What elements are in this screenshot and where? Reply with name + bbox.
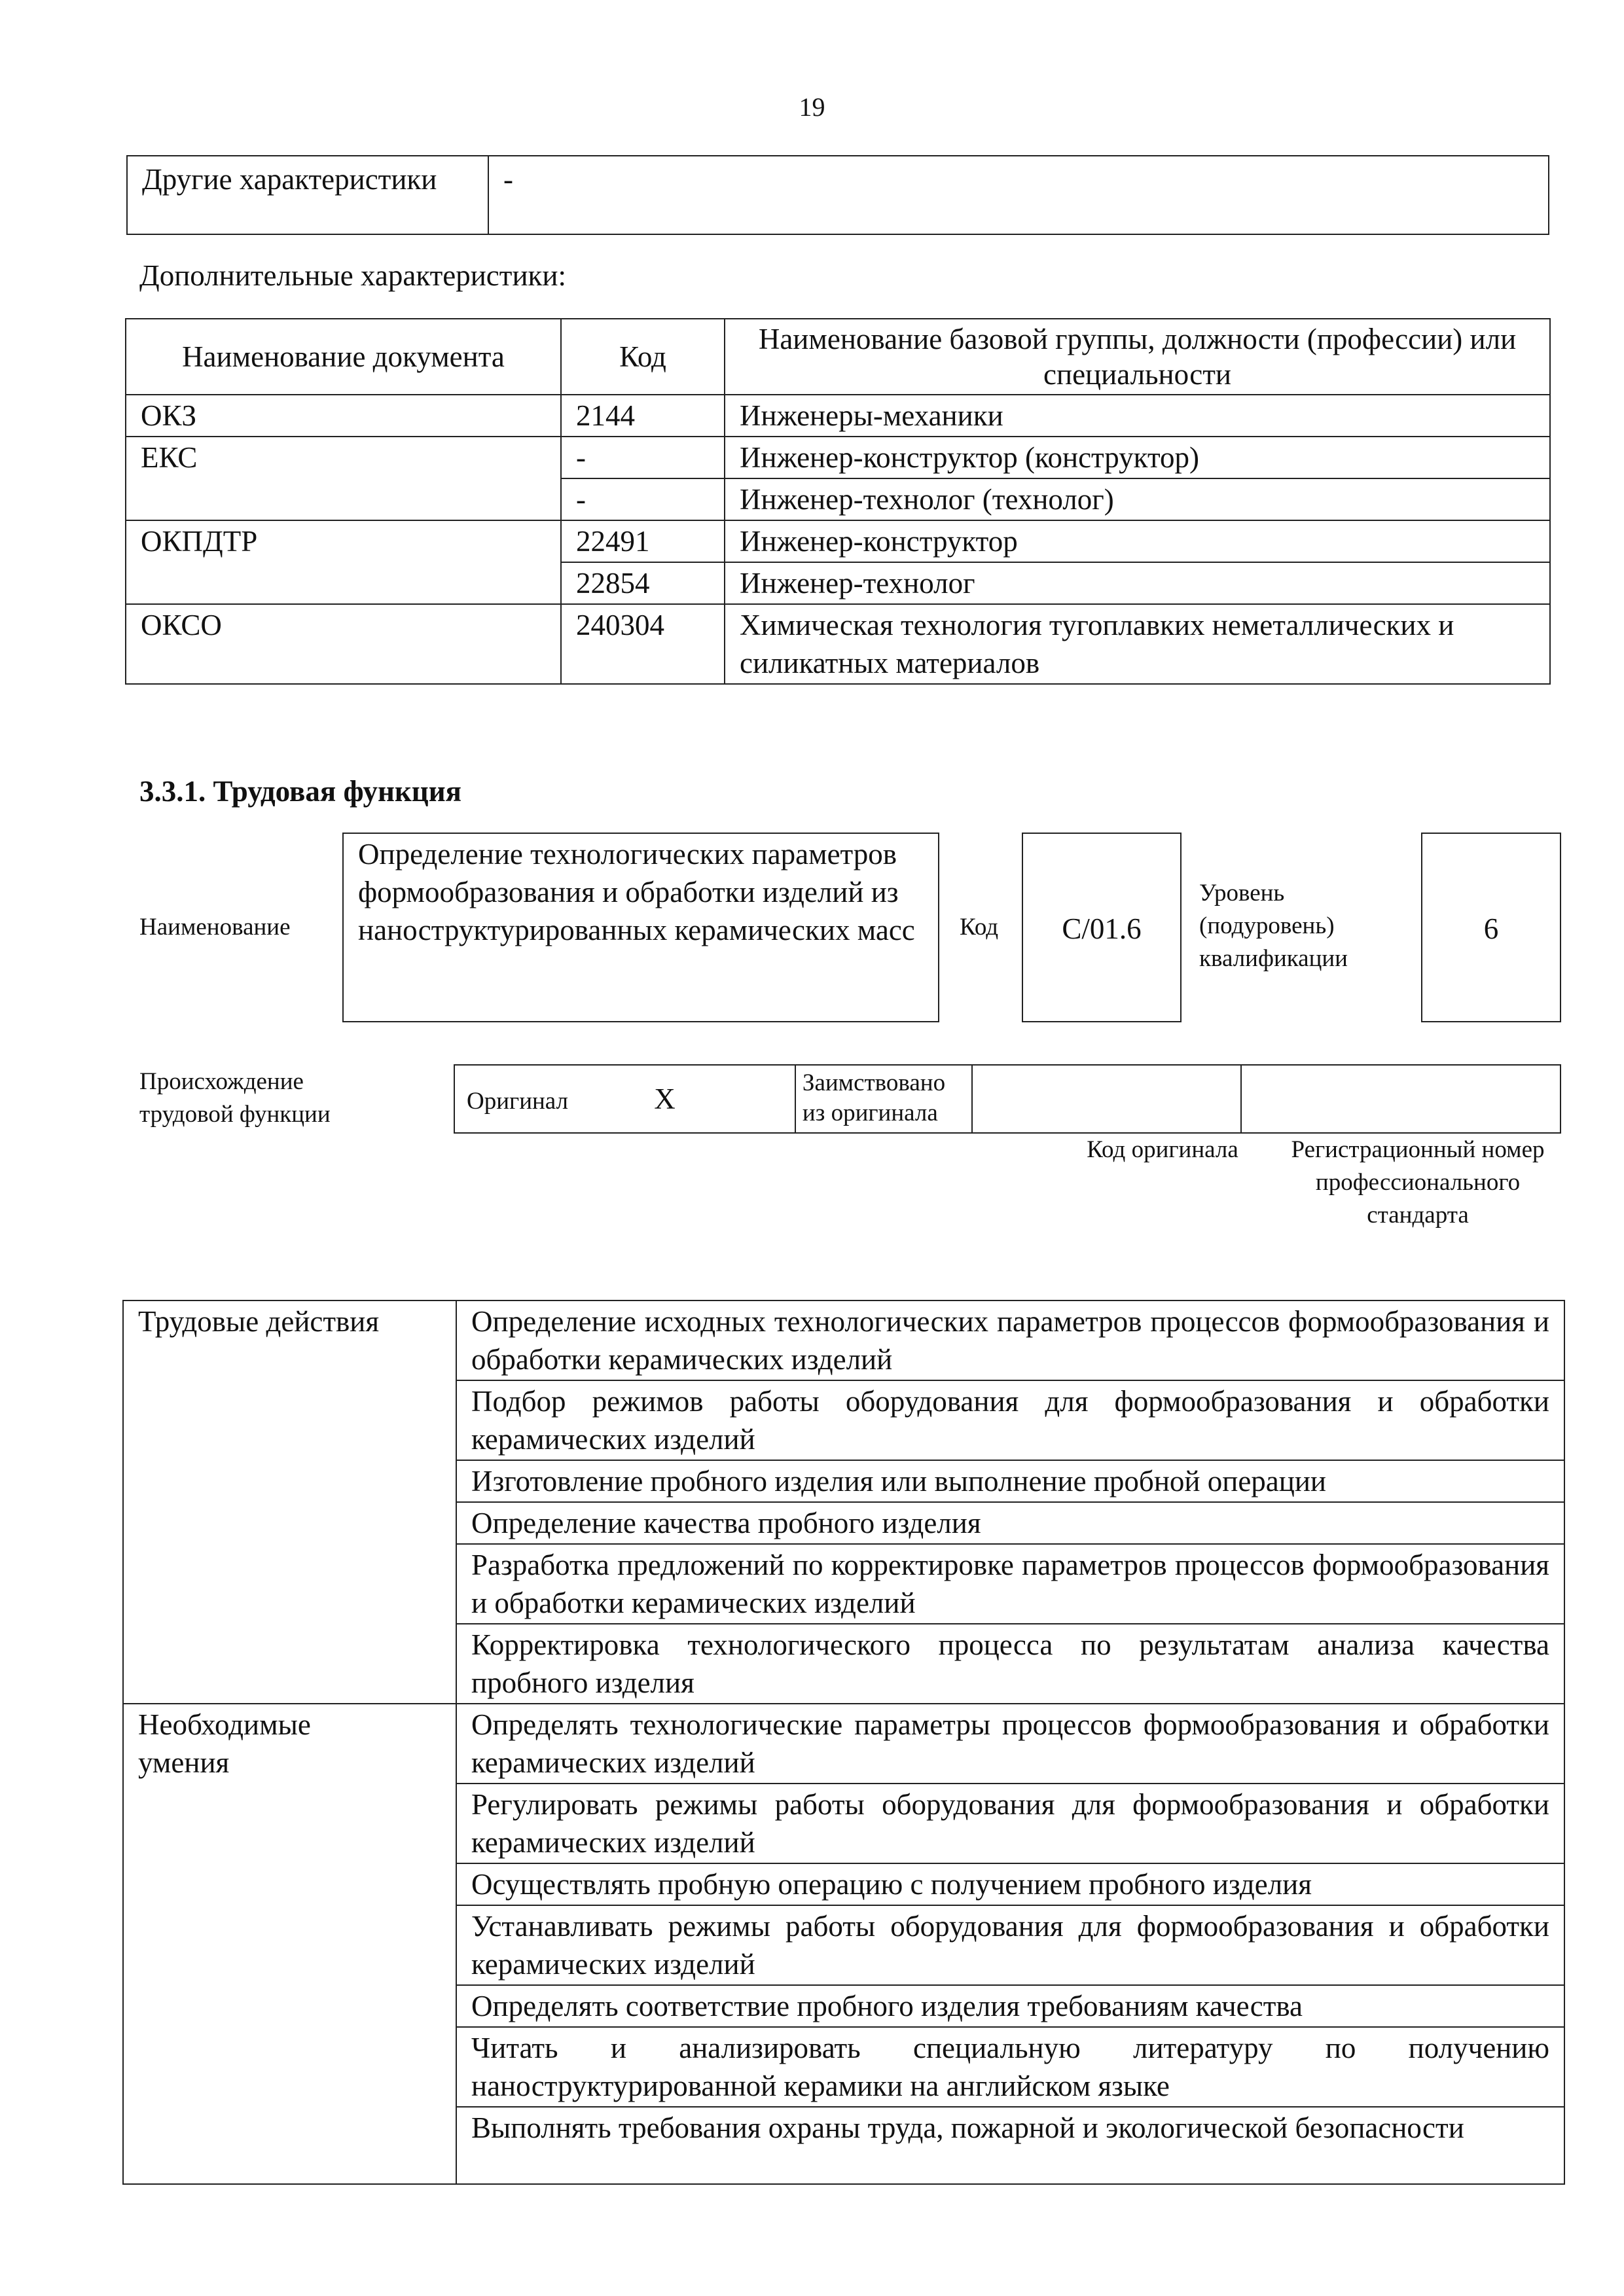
- original-code-label: Код оригинала: [1087, 1136, 1238, 1163]
- table-cell-code: 240304: [561, 604, 725, 684]
- function-name-value: Определение технологических параметров формообразования и обработки изделий из наноструктурированных керамических масс: [358, 838, 915, 946]
- additional-characteristics-title: Дополнительные характеристики:: [139, 259, 566, 292]
- labor-action-item: Определение качества пробного изделия: [456, 1502, 1564, 1544]
- name-label: Наименование: [139, 914, 291, 941]
- table-cell-code: 22491: [561, 520, 725, 562]
- table-cell-name: Инженер-технолог: [725, 562, 1550, 604]
- table-cell-doc: ОКЗ: [126, 395, 561, 437]
- labor-action-item: Корректировка технологического процесса по результатам анализа качества пробного изделия: [456, 1624, 1564, 1704]
- section-title: 3.3.1. Трудовая функция: [139, 775, 462, 808]
- table-cell-name: Инженеры-механики: [725, 395, 1550, 437]
- table-cell-code: -: [561, 437, 725, 478]
- table-cell-name: Инженер-конструктор: [725, 520, 1550, 562]
- original-code-cell: [972, 1065, 1241, 1133]
- table-cell-doc: ОКСО: [126, 604, 561, 684]
- page-number: 19: [799, 92, 825, 122]
- skill-item: Устанавливать режимы работы оборудования для формообразования и обработки керамических изделий: [456, 1905, 1564, 1985]
- skill-item: Выполнять требования охраны труда, пожарной и экологической безопасности: [456, 2107, 1564, 2184]
- qualification-level-value: 6: [1483, 912, 1499, 945]
- other-characteristics-value: -: [488, 156, 1549, 234]
- origin-label: Происхождение трудовой функции: [139, 1068, 331, 1128]
- qualification-level-box: [1421, 833, 1561, 1022]
- table-cell-name: Инженер-технолог (технолог): [725, 478, 1550, 520]
- labor-function-table: [122, 1300, 1565, 2185]
- qualification-level-label: Уровень (подуровень) квалификации: [1199, 880, 1348, 972]
- table-cell-name: Химическая технология тугоплавких неметаллических и силикатных материалов: [725, 604, 1550, 684]
- table-cell-code: -: [561, 478, 725, 520]
- reg-number-cell: [1241, 1065, 1561, 1133]
- function-code-box: [1022, 833, 1182, 1022]
- other-characteristics-label: Другие характеристики: [127, 156, 488, 234]
- origin-original-cell: [454, 1065, 795, 1133]
- function-code-value: С/01.6: [1062, 912, 1142, 945]
- table-cell-code: 2144: [561, 395, 725, 437]
- header-code: Код: [561, 319, 725, 395]
- labor-actions-label: Трудовые действия: [123, 1300, 456, 1704]
- header-group-name: Наименование базовой группы, должности (профессии) или специальности: [725, 319, 1550, 395]
- code-label: Код: [960, 914, 999, 941]
- skill-item: Читать и анализировать специальную литературу по получению наноструктурированной керамики на английском языке: [456, 2027, 1564, 2107]
- skill-item: Определять соответствие пробного изделия требованиям качества: [456, 1985, 1564, 2027]
- skill-item: Регулировать режимы работы оборудования для формообразования и обработки керамических изделий: [456, 1784, 1564, 1863]
- reg-number-label: Регистрационный номер профессионального стандарта: [1291, 1136, 1545, 1229]
- borrowed-label: Заимствовано из оригинала: [795, 1065, 972, 1133]
- labor-action-item: Изготовление пробного изделия или выполнение пробной операции: [456, 1460, 1564, 1502]
- labor-action-item: Подбор режимов работы оборудования для формообразования и обработки керамических изделий: [456, 1380, 1564, 1460]
- skill-item: Определять технологические параметры процессов формообразования и обработки керамических изделий: [456, 1704, 1564, 1784]
- other-characteristics-table: [126, 155, 1549, 235]
- original-label: Оригинал: [467, 1088, 569, 1115]
- table-cell-doc: ОКПДТР: [126, 520, 561, 604]
- table-cell-code: 22854: [561, 562, 725, 604]
- function-name-box: [342, 833, 939, 1022]
- table-cell-doc: ЕКС: [126, 437, 561, 520]
- skill-item: Осуществлять пробную операцию с получением пробного изделия: [456, 1863, 1564, 1905]
- labor-action-item: Разработка предложений по корректировке параметров процессов формообразования и обработки керамических изделий: [456, 1544, 1564, 1624]
- original-mark: X: [654, 1083, 676, 1115]
- header-document-name: Наименование документа: [126, 319, 561, 395]
- labor-action-item: Определение исходных технологических параметров процессов формообразования и обработки керамических изделий: [456, 1300, 1564, 1380]
- origin-table: [454, 1064, 1561, 1134]
- additional-characteristics-table: [125, 318, 1551, 685]
- table-cell-name: Инженер-конструктор (конструктор): [725, 437, 1550, 478]
- required-skills-label: Необходимые умения: [123, 1704, 456, 2184]
